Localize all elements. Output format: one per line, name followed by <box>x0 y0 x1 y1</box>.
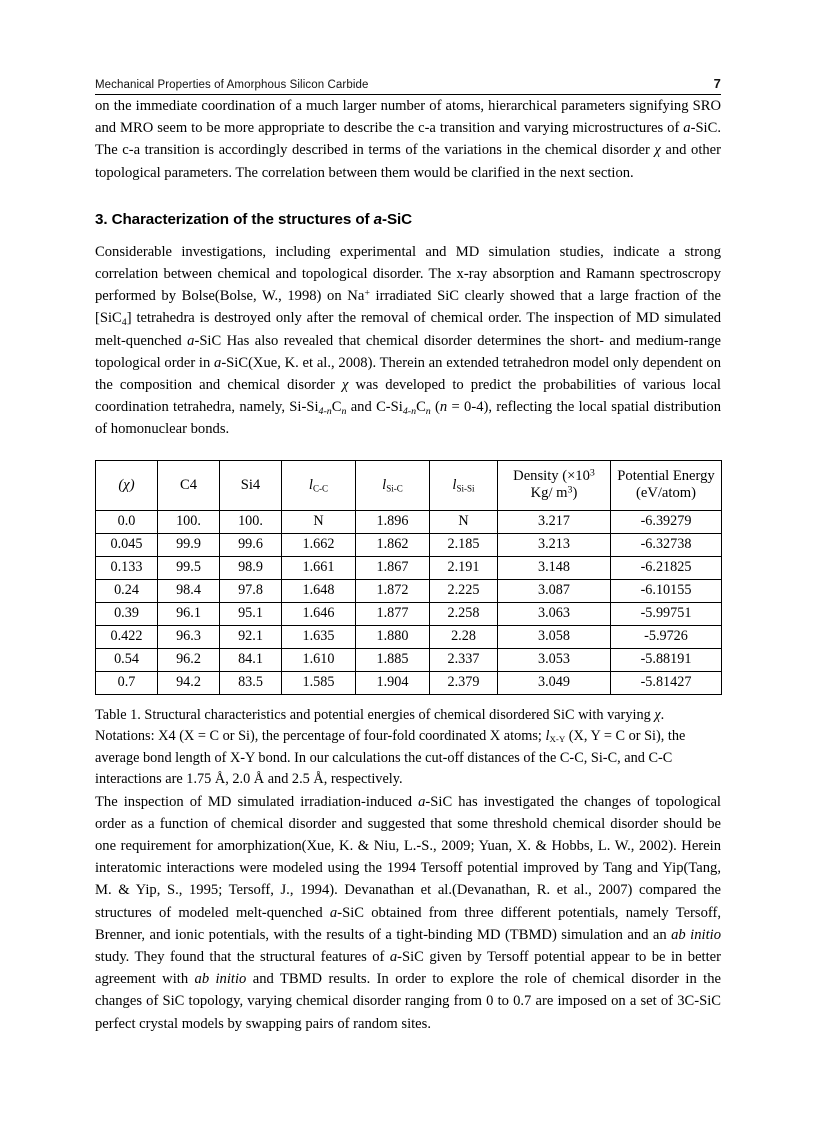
caption-l-glyph: l <box>545 728 550 745</box>
cell-lcc: 1.635 <box>282 625 356 648</box>
cell-energy: -5.81427 <box>611 671 722 694</box>
cell-lsic: 1.877 <box>356 602 430 625</box>
table-row <box>96 648 722 671</box>
p3-text-f: and TBMD results. In order to explore the role of chemical disorder in the changes of SiC topology, varying chemical disorder ranging from 0 to 0.7 are imposed on a set of 3C-SiC perfect crystal models by swapping pairs of random sites. <box>95 971 722 1032</box>
p2-text-k: = 0-4), reflecting the local spatial distribution of homonuclear bonds. <box>95 399 721 438</box>
cell-chi: 0.422 <box>96 625 158 648</box>
col-header-si4-label: Si4 <box>240 476 261 493</box>
caption-text-c: (X, Y = C or Si), the average bond length of X-Y bond. In our calculations the cut-off distances of the C-C, Si-C, and C-C interactions are 1.75 Å, 2.0 Å and 2.5 Å, respectively. <box>95 728 686 788</box>
cell-energy: -5.99751 <box>611 602 722 625</box>
caption-text-a: Table 1. Structural characteristics and potential energies of chemical disordered SiC with varying <box>95 706 655 723</box>
table-body <box>96 510 722 694</box>
cell-lsic: 1.904 <box>356 671 430 694</box>
cell-density: 3.053 <box>498 648 611 671</box>
p2-text-a: Considerable investigations, including experimental and MD simulation studies, indicate a strong correlation between chemical and topological disorder. The x-ray absorption and Ramann spectroscropy performed by Bolse(Bolse, W., 1998) on Na <box>95 243 721 305</box>
p2-text-e: -SiC(Xue, K. et al., 2008). Therein an extended tetrahedron model only dependent on the composition and chemical disorder <box>95 354 721 394</box>
l-glyph-cc: l <box>308 476 313 493</box>
cell-lsisi: 2.191 <box>430 556 498 579</box>
p3-text-a: The inspection of MD simulated irradiation-induced <box>95 793 419 810</box>
running-header <box>95 76 721 95</box>
l-glyph-sic: l <box>382 476 387 493</box>
cell-si4: 97.8 <box>220 579 282 602</box>
cell-lsic: 1.872 <box>356 579 430 602</box>
cell-c4: 94.2 <box>158 671 220 694</box>
p1-italic-a: a <box>683 120 691 137</box>
col-header-l-sisi <box>430 460 498 510</box>
pe-line2: (eV/atom) <box>636 485 696 502</box>
cell-si4: 83.5 <box>220 671 282 694</box>
l-sub-sisi: Si-Si <box>456 482 475 493</box>
p2-subscript-n-b: n <box>425 406 431 417</box>
col-header-l-sisi-label <box>452 477 474 493</box>
page-number: 7 <box>713 76 721 91</box>
table-row <box>96 533 722 556</box>
caption-l-sub: X-Y <box>549 734 566 745</box>
caption-chi: χ <box>654 706 661 723</box>
cell-c4: 99.5 <box>158 556 220 579</box>
cell-lcc: 1.610 <box>282 648 356 671</box>
p3-italic-e: ab initio <box>194 971 247 988</box>
cell-lsic: 1.896 <box>356 510 430 533</box>
caption-l-symbol <box>545 728 565 744</box>
density-line2b: ) <box>572 485 578 502</box>
p2-subscript-4n-a: 4-n <box>318 406 332 417</box>
l-sub-cc: C-C <box>312 482 329 493</box>
p2-superscript-plus: + <box>364 287 370 299</box>
cell-density: 3.049 <box>498 671 611 694</box>
cell-lsic: 1.862 <box>356 533 430 556</box>
cell-density: 3.213 <box>498 533 611 556</box>
table-1-wrapper <box>95 460 721 695</box>
p1-text-b: -SiC. The c-a transition is accordingly described in terms of the variations in the chemical disorder <box>95 120 721 159</box>
p3-text-d: study. They found that the structural features of <box>95 949 390 966</box>
p2-text-d: -SiC Has also revealed that chemical disorder determines the short- and medium-range topological order in <box>95 332 721 371</box>
cell-lsisi: 2.225 <box>430 579 498 602</box>
table-head <box>96 460 722 510</box>
chi-symbol-2: χ <box>341 377 349 394</box>
cell-lcc: 1.646 <box>282 602 356 625</box>
p3-text-c: -SiC obtained from three different potentials, namely Tersoff, Brenner, and ionic potentials, with the results of a tight-binding MD (TBMD) simulation and an <box>95 904 721 943</box>
density-line2: Kg/ m <box>530 485 568 502</box>
p2-text-f: was developed to predict the probabilities of various local coordination tetrahedra, namely, Si-Si <box>95 377 721 416</box>
table-row <box>96 579 722 602</box>
cell-si4: 92.1 <box>220 625 282 648</box>
structural-characteristics-table <box>95 460 722 695</box>
cell-chi: 0.7 <box>96 671 158 694</box>
p2-text-j: ( <box>430 399 440 416</box>
pe-line1: Potential Energy <box>617 468 715 485</box>
cell-energy: -6.39279 <box>611 510 722 533</box>
col-header-c4-label: C4 <box>179 476 198 493</box>
cell-density: 3.148 <box>498 556 611 579</box>
cell-lsisi: N <box>430 510 498 533</box>
p2-italic-a: a <box>187 332 195 349</box>
cell-lsisi: 2.379 <box>430 671 498 694</box>
cell-c4: 96.3 <box>158 625 220 648</box>
cell-chi: 0.045 <box>96 533 158 556</box>
p1-text-c: and other topological parameters. The correlation between them would be clarified in the next section. <box>95 142 722 181</box>
section-heading-3 <box>95 211 721 228</box>
p3-italic-b: a <box>329 904 338 921</box>
cell-lcc: 1.585 <box>282 671 356 694</box>
cell-c4: 100. <box>158 510 220 533</box>
p2-text-c: ] tetrahedra is destroyed only after the removal of chemical order. The inspection of MD simulated melt-quenched <box>95 310 721 349</box>
section-heading-tail: -SiC <box>381 210 412 228</box>
p2-subscript-4n-b: 4-n <box>402 406 417 417</box>
paragraph-intro <box>95 95 721 184</box>
col-header-l-sic <box>356 460 430 510</box>
p3-text-e: -SiC given by Tersoff potential appear to be in better agreement with <box>95 949 721 988</box>
p2-text-b: irradiated SiC clearly showed that a large fraction of the [SiC <box>95 288 721 327</box>
col-header-l-cc-label <box>309 477 328 493</box>
cell-c4: 99.9 <box>158 533 220 556</box>
density-line1: Density (×10 <box>513 468 590 485</box>
p2-italic-b: a <box>214 354 222 371</box>
col-header-l-cc <box>282 460 356 510</box>
cell-lsisi: 2.337 <box>430 648 498 671</box>
p2-text-h: and C-Si <box>346 399 403 416</box>
cell-energy: -6.32738 <box>611 533 722 556</box>
p2-subscript-n-a: n <box>341 406 347 417</box>
col-header-l-sic-label <box>382 477 403 493</box>
cell-lsic: 1.885 <box>356 648 430 671</box>
section-heading-text: 3. Characterization of the structures of <box>95 210 374 228</box>
cell-lcc: 1.648 <box>282 579 356 602</box>
p2-subscript-4: 4 <box>121 317 127 329</box>
cell-chi: 0.54 <box>96 648 158 671</box>
p2-text-i: C <box>416 399 426 416</box>
cell-energy: -5.88191 <box>611 648 722 671</box>
cell-density: 3.087 <box>498 579 611 602</box>
cell-lcc: 1.662 <box>282 533 356 556</box>
cell-c4: 96.1 <box>158 602 220 625</box>
col-header-chi-label: (χ) <box>118 476 135 493</box>
cell-chi: 0.39 <box>96 602 158 625</box>
cell-si4: 84.1 <box>220 648 282 671</box>
col-header-chi <box>96 460 158 510</box>
table-row <box>96 556 722 579</box>
paragraph-md-inspection <box>95 791 721 1035</box>
page-content <box>95 76 721 1035</box>
cell-lcc: 1.661 <box>282 556 356 579</box>
cell-lsisi: 2.258 <box>430 602 498 625</box>
cell-energy: -6.10155 <box>611 579 722 602</box>
section-heading-italic: a <box>373 210 382 228</box>
cell-lsic: 1.867 <box>356 556 430 579</box>
table-row <box>96 625 722 648</box>
cell-lcc: N <box>282 510 356 533</box>
col-header-si4 <box>220 460 282 510</box>
p2-italic-n: n <box>439 399 448 416</box>
density-sup1: 3 <box>589 467 595 479</box>
p2-text-g: C <box>331 399 342 416</box>
cell-c4: 96.2 <box>158 648 220 671</box>
p3-italic-a: a <box>418 793 426 810</box>
cell-si4: 95.1 <box>220 602 282 625</box>
p3-italic-d: a <box>389 949 398 966</box>
col-header-density <box>498 460 611 510</box>
paragraph-characterization <box>95 241 721 441</box>
cell-energy: -5.9726 <box>611 625 722 648</box>
caption-text-b: . Notations: X4 (X = C or Si), the percentage of four-fold coordinated X atoms; <box>95 706 665 745</box>
cell-chi: 0.24 <box>96 579 158 602</box>
cell-lsisi: 2.28 <box>430 625 498 648</box>
cell-si4: 100. <box>220 510 282 533</box>
p3-text-b: -SiC has investigated the changes of topological order as a function of chemical disorder and suggested that some threshold chemical disorder should be one requirement for amorphization(Xue, K. & Niu, L.-S., 2009; Yuan, X. & Hobbs, L. W., 2002). Herein interatomic interactions were modeled using the 1994 Tersoff potential improved by Tang and Yip(Tang, M. & Yip, S., 1995; Tersoff, J., 1994). Devanathan et al.(Devanathan, R. et al., 2007) compared the structures of modeled melt-quenched <box>95 793 721 921</box>
table-row <box>96 510 722 533</box>
l-sub-sic: Si-C <box>386 482 403 493</box>
table-row <box>96 602 722 625</box>
p1-text-a: on the immediate coordination of a much larger number of atoms, hierarchical parameters signifying SRO and MRO seem to be more appropriate to describe the c-a transition and varying microstructures of <box>95 98 721 137</box>
col-header-c4 <box>158 460 220 510</box>
cell-c4: 98.4 <box>158 579 220 602</box>
density-sup2: 3 <box>567 484 573 496</box>
table-row <box>96 671 722 694</box>
cell-lsisi: 2.185 <box>430 533 498 556</box>
cell-si4: 99.6 <box>220 533 282 556</box>
cell-chi: 0.0 <box>96 510 158 533</box>
cell-density: 3.217 <box>498 510 611 533</box>
table-caption <box>95 705 721 791</box>
chi-symbol: χ <box>654 142 661 159</box>
cell-chi: 0.133 <box>96 556 158 579</box>
running-header-title: Mechanical Properties of Amorphous Silicon Carbide <box>95 79 369 91</box>
cell-si4: 98.9 <box>220 556 282 579</box>
cell-density: 3.058 <box>498 625 611 648</box>
cell-lsic: 1.880 <box>356 625 430 648</box>
p3-italic-c: ab initio <box>671 926 721 943</box>
cell-energy: -6.21825 <box>611 556 722 579</box>
table-header-row <box>96 460 722 510</box>
cell-density: 3.063 <box>498 602 611 625</box>
l-glyph-sisi: l <box>452 476 457 493</box>
col-header-potential-energy <box>611 460 722 510</box>
